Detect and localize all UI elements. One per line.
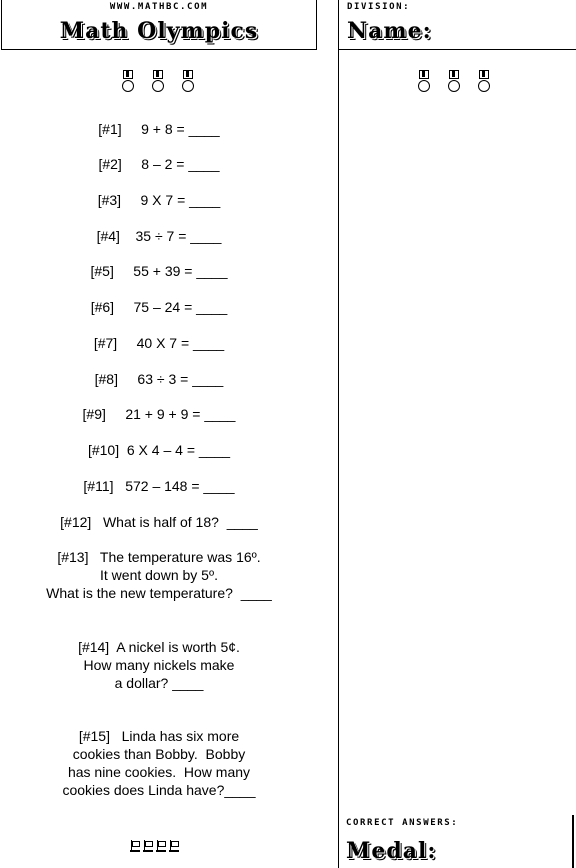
question-12: [#12] What is half of 18? ____ — [60, 514, 258, 530]
question-14-line-1: [#14] A nickel is worth 5¢. — [78, 639, 240, 655]
edge-line — [572, 815, 574, 868]
question-13-line-1: [#13] The temperature was 16º. — [57, 549, 261, 565]
question-15-line-4: cookies does Linda have?____ — [62, 782, 256, 798]
medal-icon — [120, 70, 136, 94]
question-3: [#3] 9 X 7 = ____ — [97, 192, 221, 208]
medal-icon — [180, 70, 196, 94]
question-6: [#6] 75 – 24 = ____ — [90, 299, 228, 315]
flag-icon — [169, 840, 181, 852]
title-box — [1, 0, 317, 50]
column-divider — [338, 50, 339, 868]
question-13-line-2: It went down by 5º. — [100, 567, 218, 583]
question-11: [#11] 572 – 148 = ____ — [83, 478, 235, 494]
flag-icon — [156, 840, 168, 852]
medal-label: Medal: — [346, 838, 437, 864]
correct-answers-label: CORRECT ANSWERS: — [346, 818, 459, 828]
flag-icon — [130, 840, 142, 852]
question-14-line-2: How many nickels make — [83, 657, 235, 673]
question-5: [#5] 55 + 39 = ____ — [90, 263, 228, 279]
question-15-line-2: cookies than Bobby. Bobby — [72, 746, 246, 762]
name-label: Name: — [347, 18, 432, 44]
page-title: Math Olympics — [59, 18, 259, 44]
question-15-line-1: [#15] Linda has six more — [78, 728, 240, 744]
name-box — [338, 0, 576, 50]
division-label: DIVISION: — [347, 2, 411, 12]
flag-icon — [143, 840, 155, 852]
question-2: [#2] 8 – 2 = ____ — [98, 156, 220, 172]
flags-row — [130, 840, 181, 852]
medal-icon — [446, 70, 462, 94]
medals-left — [120, 70, 196, 94]
medal-icon — [476, 70, 492, 94]
medals-right — [416, 70, 492, 94]
question-14-line-3: a dollar? ____ — [114, 675, 204, 691]
question-9: [#9] 21 + 9 + 9 = ____ — [82, 406, 236, 422]
question-10: [#10] 6 X 4 – 4 = ____ — [87, 442, 231, 458]
site-url: WWW.MATHBC.COM — [109, 2, 209, 12]
medal-icon — [150, 70, 166, 94]
question-8: [#8] 63 ÷ 3 = ____ — [94, 371, 224, 387]
question-7: [#7] 40 X 7 = ____ — [93, 335, 225, 351]
question-13-line-3: What is the new temperature? ____ — [46, 585, 272, 601]
medal-icon — [416, 70, 432, 94]
question-4: [#4] 35 ÷ 7 = ____ — [96, 228, 222, 244]
question-15-line-3: has nine cookies. How many — [67, 764, 251, 780]
question-1: [#1] 9 + 8 = ____ — [98, 121, 220, 137]
